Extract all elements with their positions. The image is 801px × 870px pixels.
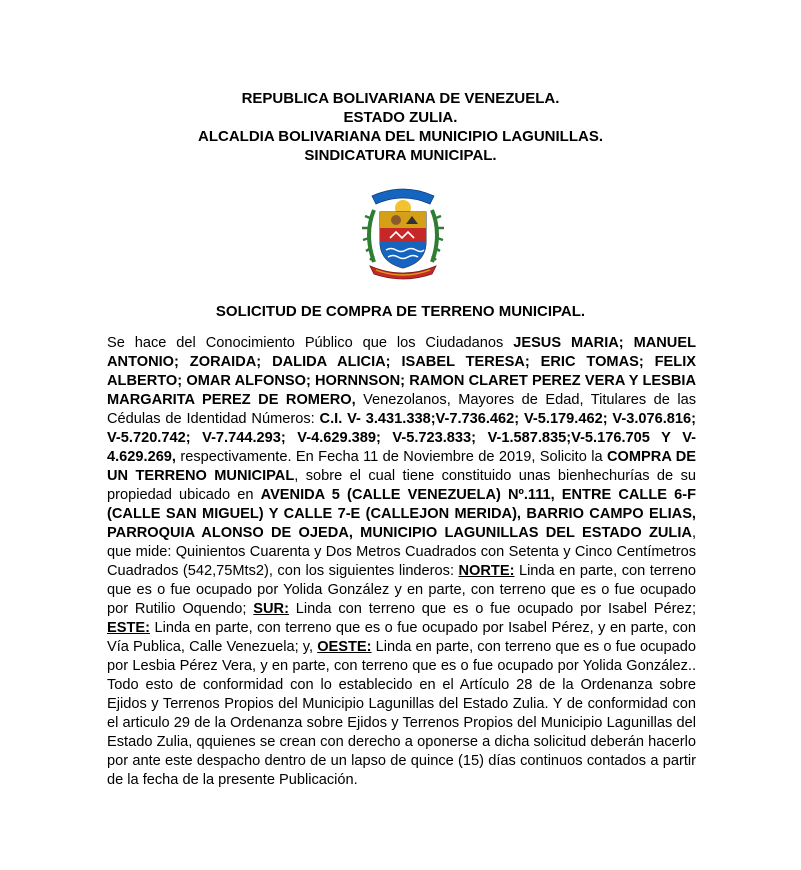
boundary-north-text: Linda en parte, con terreno que es o fue ocupado por Yolida González y en parte, con terreno que es o fue ocupado por Rutilio Oquendo;	[107, 563, 696, 617]
boundary-south-text: Linda con terreno que es o fue ocupado por Isabel Pérez;	[288, 601, 696, 617]
body-date: respectivamente. En Fecha 11 de Noviembre de 2019, Solicito la	[175, 449, 607, 465]
property-address: AVENIDA 5 (CALLE VENEZUELA) Nº.111, ENTRE CALLE 6-F (CALLE SAN MIGUEL) Y CALLE 7-E (CALLEJON MERIDA), BARRIO CAMPO ELIAS, PARROQUIA ALONSO DE OJEDA, MUNICIPIO LAGUNILLAS DEL ESTADO ZULIA	[107, 487, 696, 541]
boundary-east-text: Linda en parte, con terreno que es o fue ocupado por Isabel Pérez, y en parte, con Vía Publica, Calle Venezuela; y,	[107, 620, 696, 655]
boundary-south-label: SUR:	[253, 601, 289, 617]
header-line-republic: REPUBLICA BOLIVARIANA DE VENEZUELA.	[241, 90, 560, 107]
publication-body	[107, 334, 696, 790]
boundary-west-text: Linda en parte, con terreno que es o fue ocupado por Lesbia Pérez Vera, y en parte, con terreno que es o fue ocupado por Yolida González.. Todo esto de conformidad con lo establecido en el Artículo 28 de la Ordenanza sobre Ejidos y Terrenos Propios del Municipio Lagunillas del Estado Zulia. Y de conformidad con el articulo 29 de la Ordenanza sobre Ejidos y Terrenos Propios del Municipio Lagunillas del Estado Zulia, qquienes se crean con derecho a oponerse a dicha solicitud deberán hacerlo por ante este despacho dentro de un lapso de quince (15) días continuos contados a partir de la fecha de la presente Publicación.	[107, 639, 696, 788]
document-title: SOLICITUD DE COMPRA DE TERRENO MUNICIPAL.	[215, 303, 586, 320]
header-line-alcaldia: ALCALDIA BOLIVARIANA DEL MUNICIPIO LAGUNILLAS.	[198, 128, 603, 145]
boundary-west-label: OESTE:	[317, 639, 372, 655]
boundary-east-label: ESTE:	[107, 620, 150, 636]
header-line-sindicatura: SINDICATURA MUNICIPAL.	[304, 147, 497, 164]
header-line-state: ESTADO ZULIA.	[343, 109, 458, 126]
document-header	[0, 89, 801, 165]
body-intro: Se hace del Conocimiento Público que los Ciudadanos	[107, 335, 514, 351]
body-measurements: , que mide: Quinientos Cuarenta y Dos Metros Cuadrados con Setenta y Cinco Centímetros Cuadrados (542,75Mts2), con los siguientes linderos:	[107, 525, 696, 579]
purchase-request: COMPRA DE UN TERRENO MUNICIPAL	[107, 449, 696, 484]
body-id-intro: Venezolanos, Mayores de Edad, Titulares de las Cédulas de Identidad Números:	[107, 392, 696, 427]
boundary-north-label: NORTE:	[458, 563, 515, 579]
body-location-intro: , sobre el cual tiene constituido unas bienhechurías de su propiedad ubicado en	[107, 468, 696, 503]
municipal-coat-of-arms-icon	[360, 184, 446, 280]
identity-numbers: C.I. V- 3.431.338;V-7.736.462; V-5.179.462; V-3.076.816; V-5.720.742; V-7.744.293; V-4.629.389; V-5.723.833; V-1.587.835;V-5.176.705 Y V-4.629.269,	[107, 411, 696, 465]
citizen-names: JESUS MARIA; MANUEL ANTONIO; ZORAIDA; DALIDA ALICIA; ISABEL TERESA; ERIC TOMAS; FELIX ALBERTO; OMAR ALFONSO; HORNNSON; RAMON CLARET PEREZ VERA Y LESBIA MARGARITA PEREZ DE ROMERO,	[107, 335, 696, 408]
